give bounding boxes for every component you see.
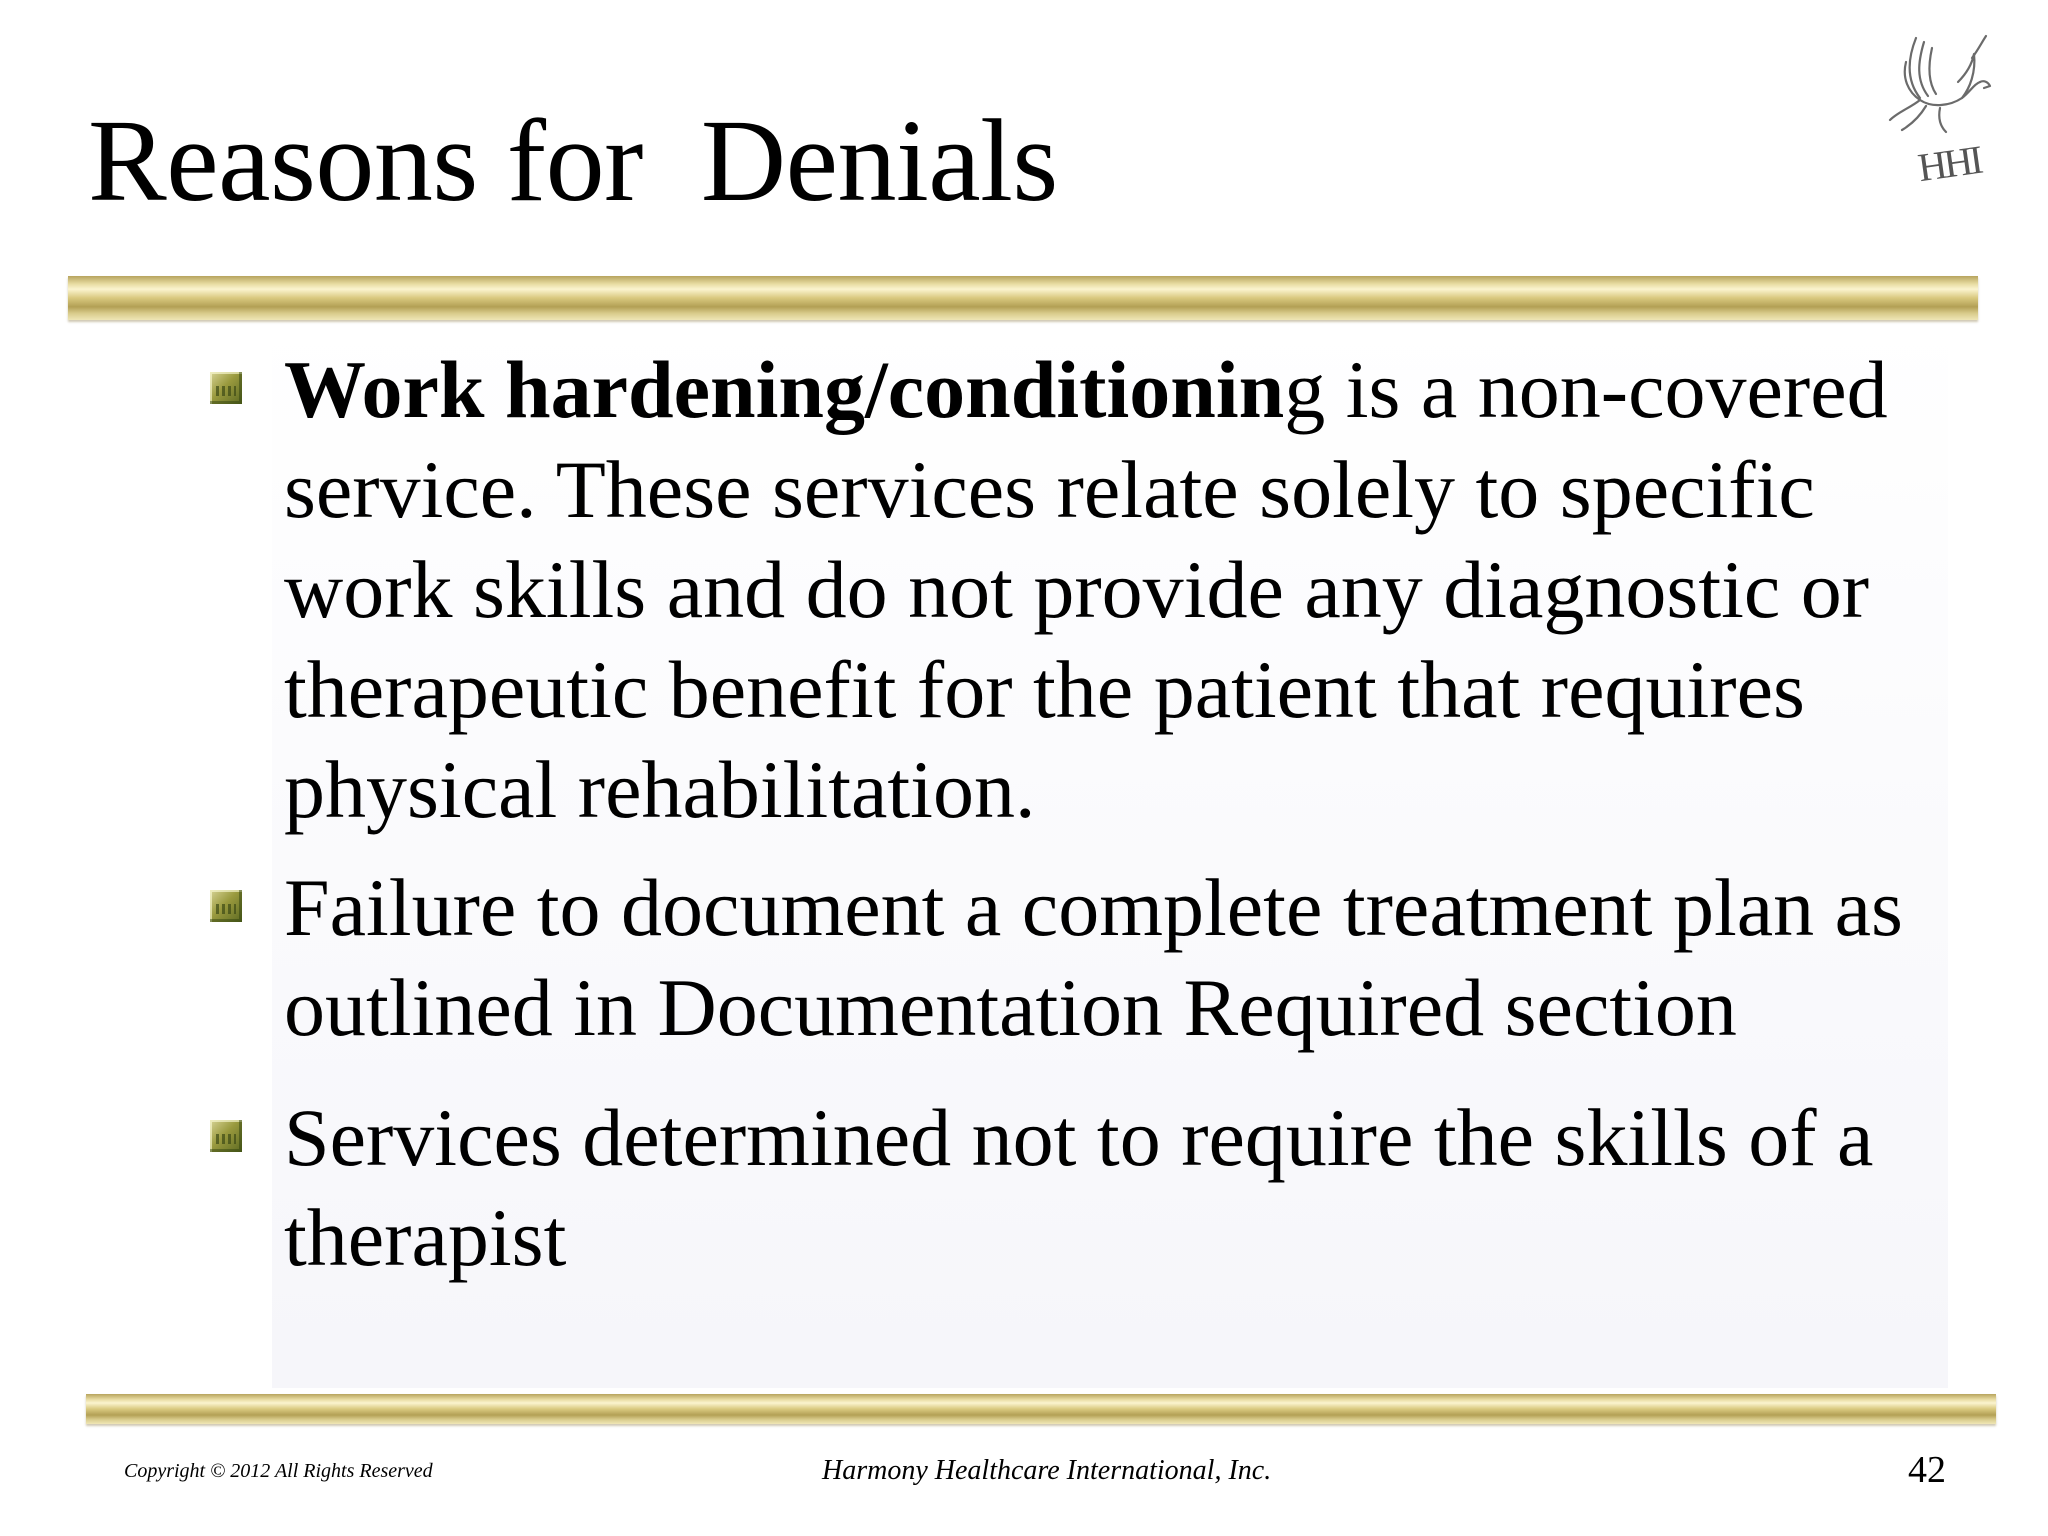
bottom-divider-bar [86,1394,1996,1424]
footer-company: Harmony Healthcare International, Inc. [822,1455,1272,1486]
hhi-logo [1886,28,2002,198]
square-bullet-icon [210,1120,242,1152]
square-bullet-icon [210,372,242,404]
bullet-bold-term: Work hardening/conditionin [284,344,1285,435]
logo-text: HHI [1915,136,1983,191]
bullet-text: Services determined not to require the skills of a therapist [284,1092,1874,1283]
footer-copyright: Copyright © 2012 All Rights Reserved [124,1460,433,1482]
bullet-list [210,340,1930,1288]
slide-title: Reasons for Denials [88,95,1058,226]
page-number: 42 [1908,1449,1946,1491]
bullet-item-3 [210,1088,1930,1288]
bullet-text: Failure to document a complete treatment plan as outlined in Documentation Required section [284,862,1903,1053]
top-divider-bar [68,276,1978,320]
square-bullet-icon [210,890,242,922]
bullet-text: g is a non-covered service. These services relate solely to specific work skills and do not provide any diagnostic or therapeutic benefit for the patient that requires physical rehabilitation. [284,344,1888,835]
bullet-item-1 [210,340,1930,840]
bullet-item-2 [210,858,1930,1058]
